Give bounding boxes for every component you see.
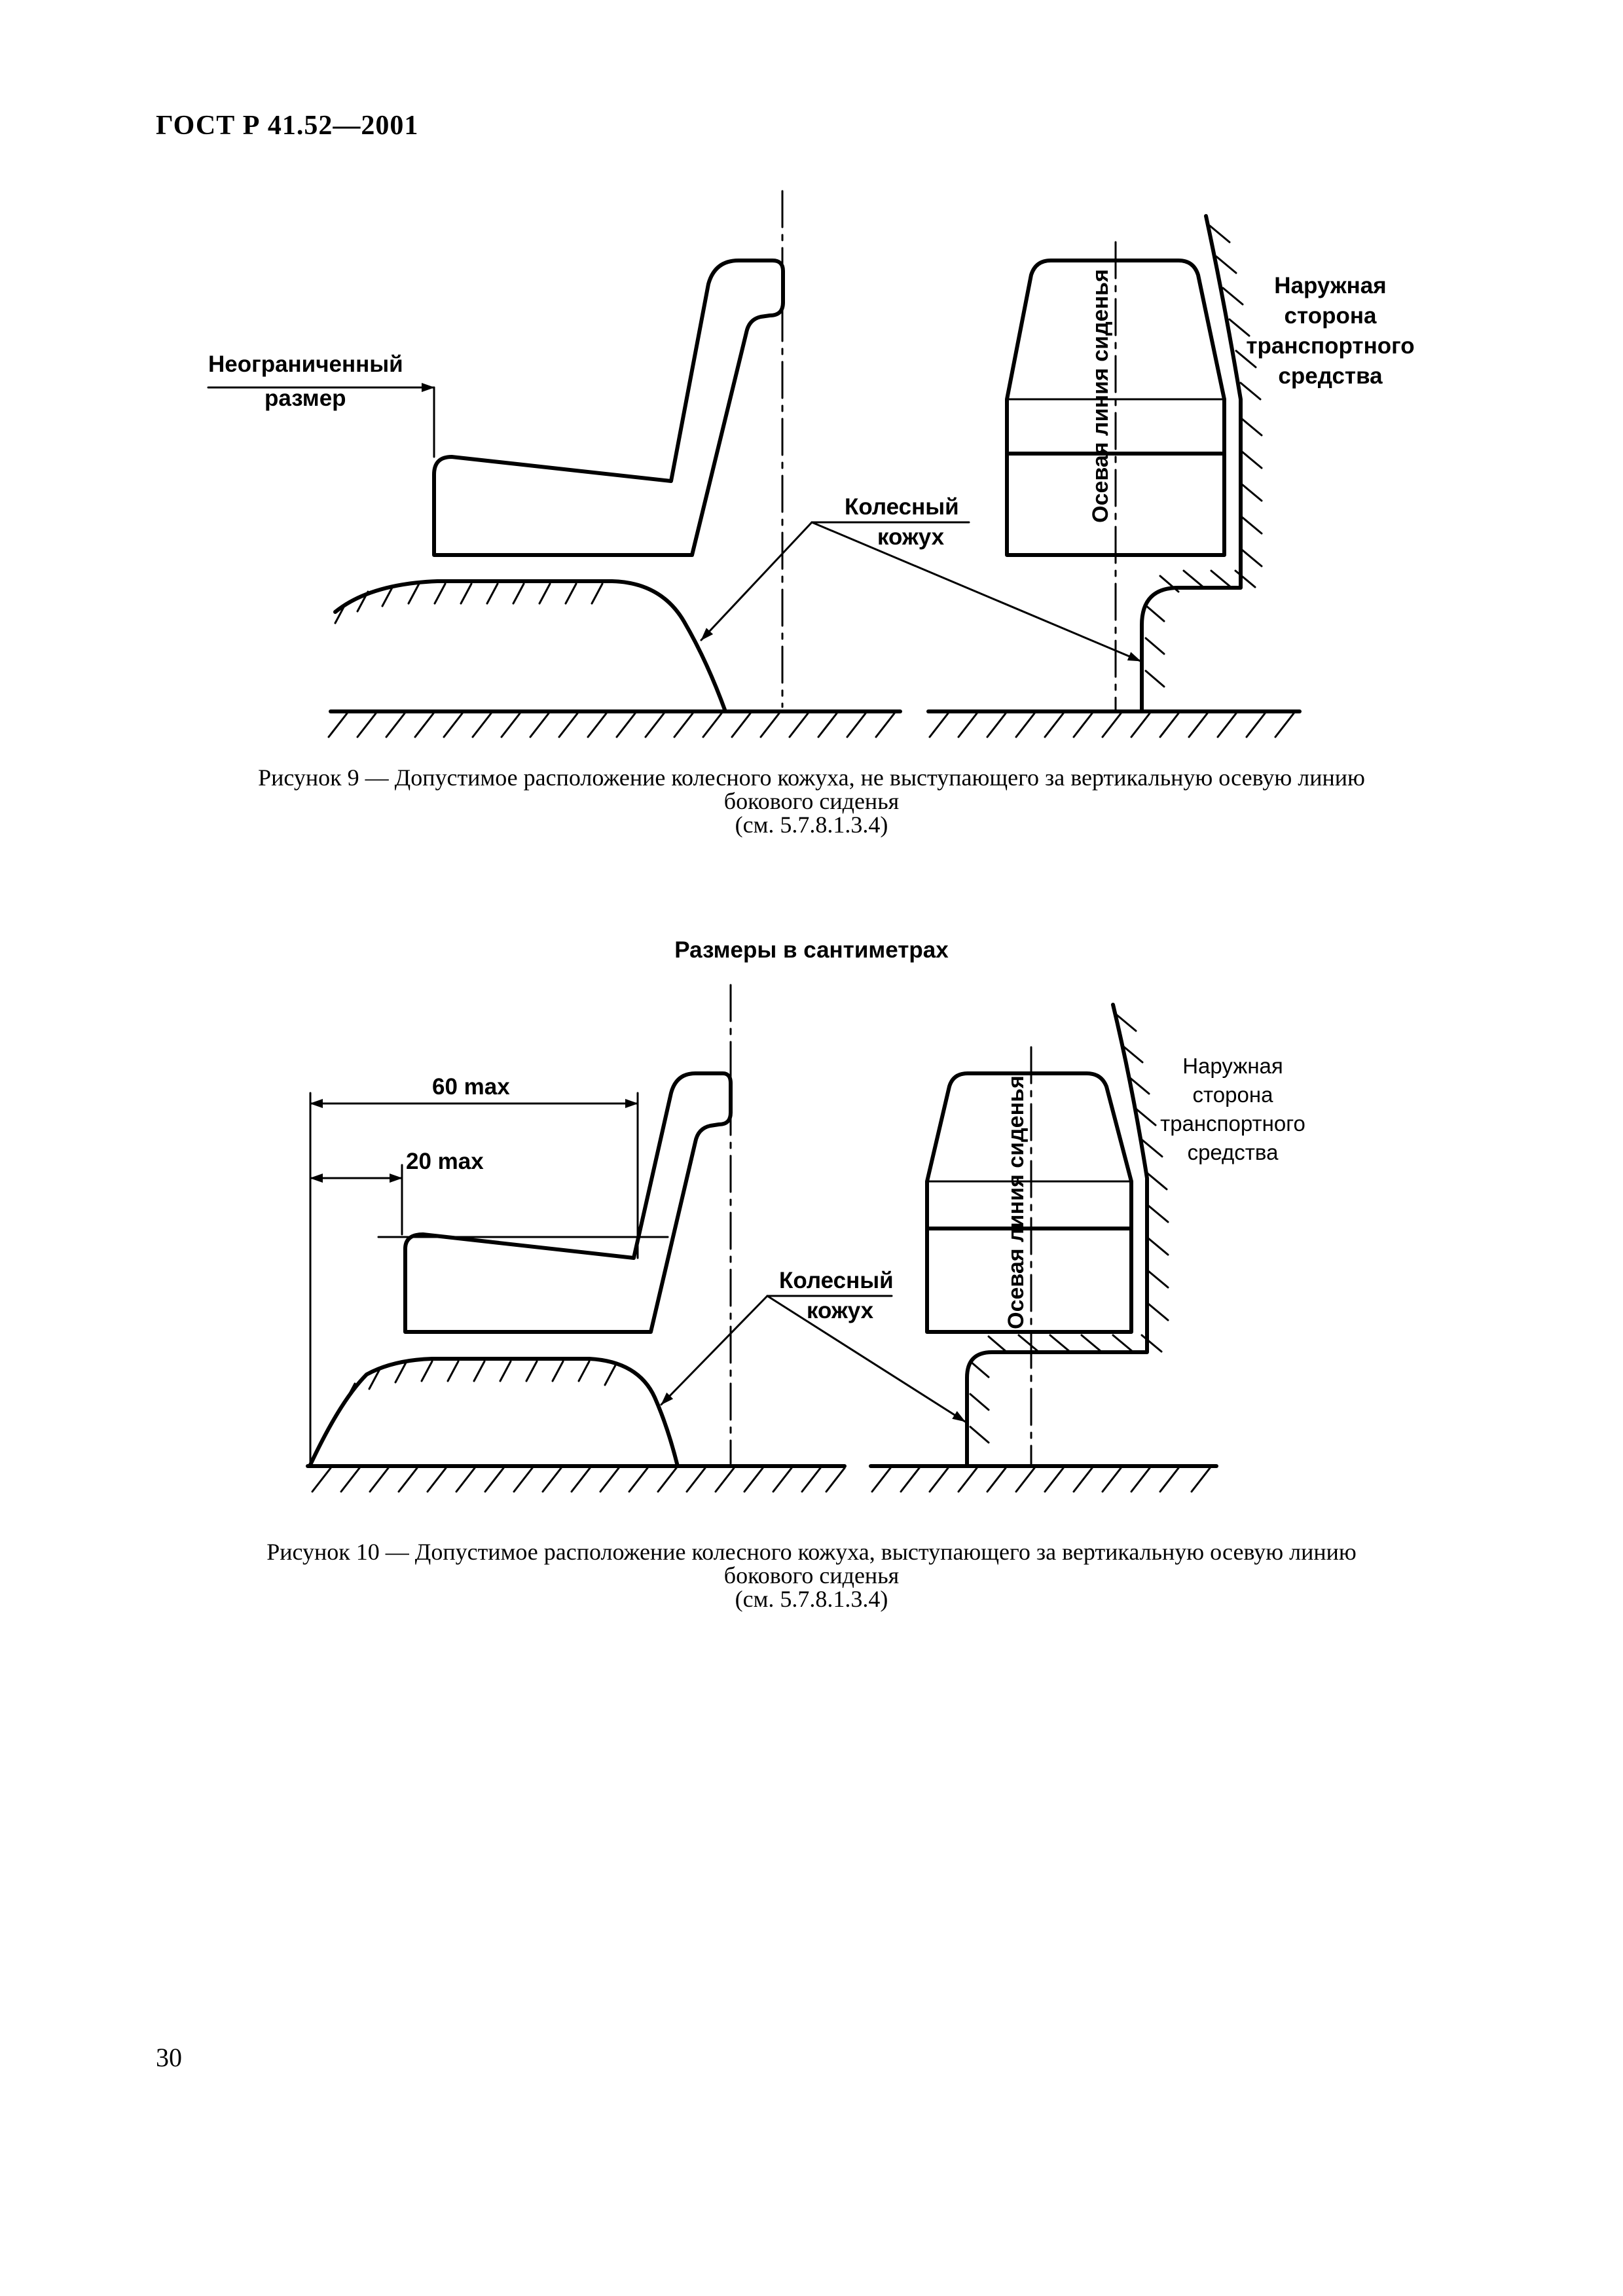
dim-60-label: 60 max — [432, 1074, 510, 1100]
caption-line: Рисунок 9 — Допустимое расположение колесного кожуха, не выступающего за вертикальную осевую линию — [258, 764, 1365, 791]
figure-9-caption — [0, 766, 1623, 836]
wheel-housing-left — [335, 581, 725, 711]
figure-9-drawing — [0, 183, 1623, 746]
unlimited-label-line2: размер — [264, 386, 346, 411]
unlimited-label-line1: Неограниченный — [208, 351, 403, 377]
leader-line-left — [701, 522, 812, 640]
seat-front-profile — [927, 1073, 1131, 1332]
outer-side-label-line1: Наружная — [1182, 1054, 1283, 1078]
caption-line: бокового сиденья — [723, 788, 900, 814]
outer-side-label-line2: сторона — [1192, 1083, 1273, 1107]
wheel-housing-label-line1: Колесный — [845, 494, 959, 520]
units-note: Размеры в сантиметрах — [674, 937, 949, 963]
wheel-housing-left — [310, 1359, 678, 1466]
caption-line: (см. 5.7.8.1.3.4) — [735, 812, 888, 838]
seat-side-profile — [434, 260, 783, 555]
figure-10-drawing — [0, 910, 1623, 1538]
document-header: ГОСТ Р 41.52—2001 — [156, 111, 419, 141]
page-number: 30 — [156, 2043, 182, 2072]
wheel-housing-label-line2: кожух — [807, 1298, 874, 1323]
outer-side-label-line3: транспортного — [1246, 333, 1415, 359]
outer-side-label-line1: Наружная — [1274, 273, 1387, 298]
outer-side-label-line4: средства — [1187, 1140, 1279, 1164]
outer-side-label-line4: средства — [1278, 363, 1383, 389]
floor-hatching — [329, 713, 1294, 737]
seat-axis-label: Осевая линия сиденья — [1004, 1075, 1029, 1329]
outer-side-label-line2: сторона — [1284, 303, 1377, 329]
caption-line: Рисунок 10 — Допустимое расположение колесного кожуха, выступающего за вертикальную осевую линию — [266, 1539, 1357, 1565]
outer-side-label-line3: транспортного — [1160, 1111, 1305, 1136]
seat-axis-label: Осевая линия сиденья — [1088, 269, 1113, 523]
leader-line-right — [812, 522, 1140, 661]
wheel-housing-label-line1: Колесный — [779, 1268, 894, 1293]
seat-side-profile — [405, 1073, 731, 1332]
floor-hatching — [312, 1468, 1210, 1492]
leader-line-left — [661, 1296, 767, 1405]
caption-line: (см. 5.7.8.1.3.4) — [735, 1586, 888, 1612]
dim-20-label: 20 max — [406, 1149, 484, 1174]
wheel-housing-label-line2: кожух — [877, 524, 945, 550]
figure-10-caption — [0, 1540, 1623, 1611]
caption-line: бокового сиденья — [723, 1562, 900, 1588]
